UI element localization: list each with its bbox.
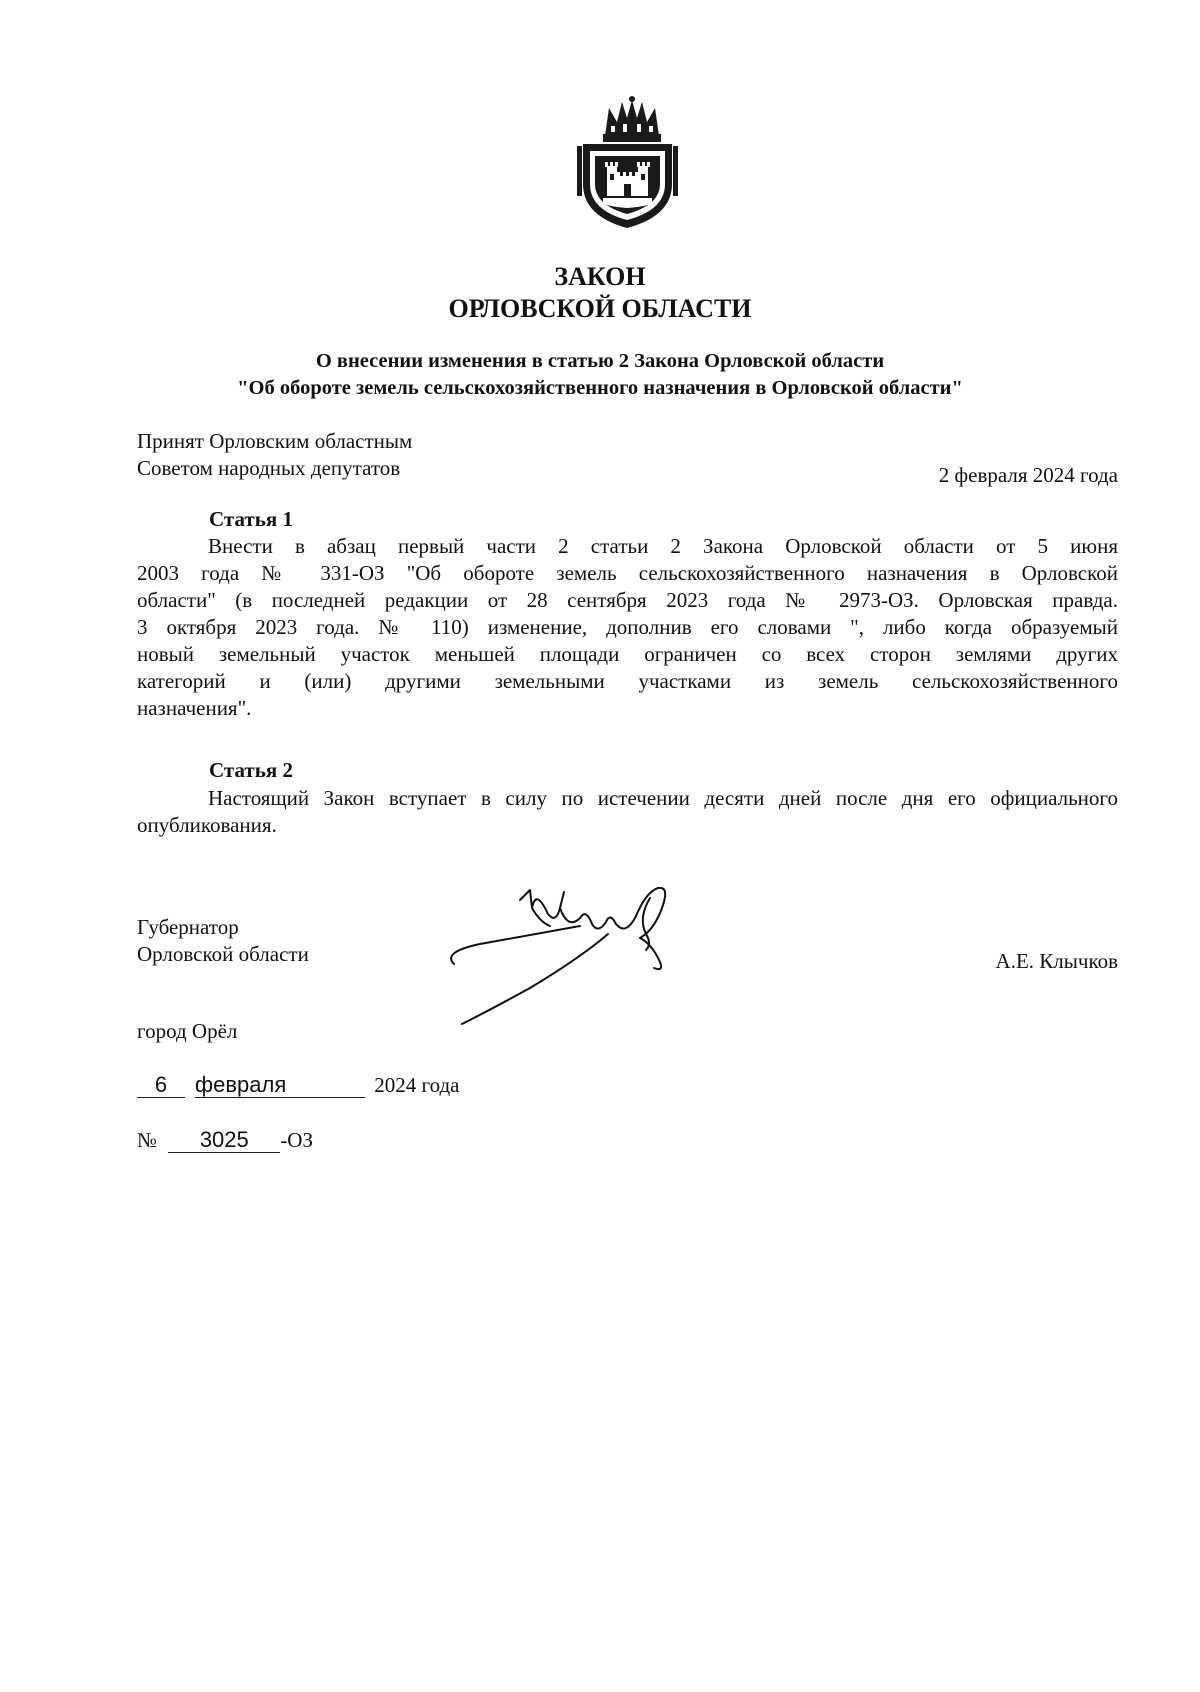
article-2-heading: Статья 2	[209, 758, 293, 782]
governor-position-line2: Орловской области	[137, 942, 309, 966]
number-sign: №	[137, 1128, 158, 1152]
signing-day: 6	[137, 1073, 185, 1098]
article-2-text	[137, 785, 1118, 839]
adopted-by-line1: Принят Орловским областным	[137, 429, 413, 453]
article-1-line: категорий и (или) другими земельными участками из земель сельскохозяйственного	[137, 669, 1118, 693]
adopted-by-line2: Советом народных депутатов	[137, 456, 401, 480]
article-1-text	[137, 533, 1118, 722]
article-2-line: Настоящий Закон вступает в силу по истечении десяти дней после дня его официального	[208, 786, 1118, 810]
article-1-line: области" (в последней редакции от 28 сентября 2023 года № 2973-ОЗ. Орловская правда.	[137, 588, 1118, 612]
article-1-line: Внести в абзац первый части 2 статьи 2 Закона Орловской области от 5 июня	[208, 534, 1118, 558]
article-1-line: назначения".	[137, 696, 252, 720]
governor-name: А.Е. Клычков	[995, 949, 1118, 973]
law-number-value: 3025	[168, 1128, 280, 1153]
law-subject-line1: О внесении изменения в статью 2 Закона Орловской области	[315, 350, 885, 372]
article-1-heading: Статья 1	[209, 507, 293, 531]
law-number-suffix: -ОЗ	[280, 1128, 313, 1152]
signing-year: 2024 года	[374, 1073, 460, 1097]
signing-month: февраля	[195, 1073, 365, 1098]
handwritten-signature-icon	[440, 878, 690, 1028]
signing-date	[137, 1072, 460, 1099]
region-title: ОРЛОВСКОЙ ОБЛАСТИ	[448, 294, 752, 323]
article-1-line: 3 октября 2023 года. № 110) изменение, дополнив его словами ", либо когда образуемый	[137, 615, 1118, 639]
law-number	[137, 1127, 313, 1154]
governor-position-line1: Губернатор	[137, 915, 239, 939]
adoption-date: 2 февраля 2024 года	[938, 463, 1118, 487]
city: город Орёл	[137, 1019, 238, 1043]
article-1-line: новый земельный участок меньшей площади ограничен со всех сторон землями других	[137, 642, 1118, 666]
article-1-line: 2003 года № 331-ОЗ "Об обороте земель сельскохозяйственного назначения в Орловской	[137, 561, 1118, 585]
law-subject-line2: "Об обороте земель сельскохозяйственного назначения в Орловской области"	[237, 377, 963, 399]
law-title: ЗАКОН	[554, 262, 646, 291]
coat-of-arms-icon	[575, 96, 680, 231]
article-2-line: опубликования.	[137, 813, 277, 837]
